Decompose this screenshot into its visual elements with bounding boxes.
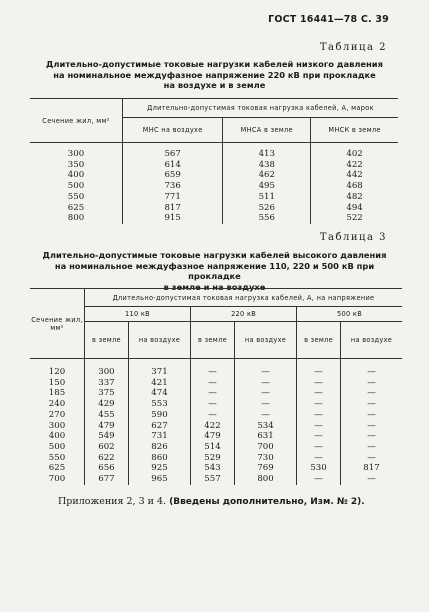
row-value: — [341, 474, 403, 485]
group-header: Длительно-допустимая токовая нагрузка кабелей, А, марок [123, 99, 399, 118]
sub-header: на воздухе [128, 322, 190, 359]
row-value: 769 [234, 463, 296, 474]
page-header: ГОСТ 16441—78 С. 39 [268, 14, 389, 25]
row-value: 659 [164, 170, 181, 181]
row-value: 300 [98, 367, 115, 377]
row-section: 625 [30, 203, 123, 214]
row-value: 494 [311, 203, 398, 214]
row-value: 730 [234, 453, 296, 464]
row-value: — [234, 378, 296, 389]
row-value: 553 [128, 399, 190, 410]
sub-header: на воздухе [234, 322, 296, 359]
row-section: 800 [30, 213, 123, 224]
row-value: — [297, 359, 341, 378]
table-row [30, 399, 402, 410]
row-value: — [191, 378, 235, 389]
row-value: 438 [223, 160, 311, 171]
row-value: 677 [98, 474, 115, 485]
row-value: 631 [234, 431, 296, 442]
table2-label: Таблица 2 [319, 42, 387, 53]
row-value: 422 [311, 160, 398, 171]
row-value: 817 [164, 202, 181, 213]
row-section: 400 [30, 170, 123, 181]
col-header: МНС на воздухе [123, 118, 223, 143]
row-value: — [341, 431, 403, 442]
row-value: 925 [128, 463, 190, 474]
table3-title: Длительно-допустимые токовые нагрузки кабелей высокого давления на номинальное междуфазное напряжение 110, 220 и 500 кВ при прокладке в земле и на воздухе [42, 250, 387, 292]
row-value: — [297, 431, 341, 442]
section-header: Сечение жил, мм² [30, 289, 85, 359]
row-value: — [341, 388, 403, 399]
sub-header: в земле [297, 322, 341, 359]
row-value: 817 [341, 463, 403, 474]
table2-body [30, 143, 398, 224]
table-row [30, 421, 402, 432]
row-value: — [234, 399, 296, 410]
row-value: 731 [128, 431, 190, 442]
table-row [30, 378, 402, 389]
row-value: 511 [223, 192, 311, 203]
row-value: 656 [98, 463, 115, 474]
table-row [30, 192, 398, 203]
row-value: 549 [98, 431, 115, 442]
row-value: — [297, 388, 341, 399]
row-section: 300 [30, 143, 123, 160]
table-row [30, 203, 398, 214]
row-value: — [234, 388, 296, 399]
row-value: 479 [191, 431, 235, 442]
row-value: 479 [98, 420, 115, 431]
table3 [30, 288, 402, 485]
row-value: 421 [128, 378, 190, 389]
row-value: — [191, 399, 235, 410]
row-value: 915 [164, 213, 181, 224]
voltage-header: 500 кВ [297, 307, 402, 322]
row-value: 567 [164, 149, 181, 159]
table-row [30, 160, 398, 171]
row-section: 240 [30, 399, 85, 410]
row-value: 590 [128, 410, 190, 421]
row-value: — [191, 359, 235, 378]
row-value: 522 [311, 213, 398, 224]
row-value: 413 [223, 143, 311, 160]
row-section: 550 [30, 192, 123, 203]
voltage-header: 220 кВ [191, 307, 297, 322]
row-value: — [341, 453, 403, 464]
row-value: 474 [128, 388, 190, 399]
sub-header: в земле [191, 322, 235, 359]
row-value: — [297, 399, 341, 410]
row-value: 526 [223, 203, 311, 214]
row-value: 556 [223, 213, 311, 224]
row-value: 622 [98, 452, 115, 463]
row-value: 771 [164, 191, 181, 202]
table-row [30, 431, 402, 442]
row-value: 736 [164, 181, 181, 192]
row-value: 700 [234, 442, 296, 453]
table-row [30, 442, 402, 453]
row-section: 120 [30, 359, 85, 378]
row-value: 495 [223, 181, 311, 192]
row-section: 500 [30, 442, 85, 453]
row-value: — [234, 359, 296, 378]
row-value: 514 [191, 442, 235, 453]
row-value: — [297, 474, 341, 485]
row-value: 442 [311, 170, 398, 181]
table-row [30, 170, 398, 181]
table2-title: Длительно-допустимые токовые нагрузки кабелей низкого давления на номинальное междуфазное напряжение 220 кВ при прокладке на воздухе и в земле [46, 59, 383, 90]
row-value: 402 [311, 143, 398, 160]
row-value: 826 [128, 442, 190, 453]
table3-label: Таблица 3 [319, 232, 387, 243]
table-row [30, 388, 402, 399]
row-value: — [191, 410, 235, 421]
row-value: 529 [191, 453, 235, 464]
row-section: 300 [30, 421, 85, 432]
row-value: 860 [128, 453, 190, 464]
row-value: — [297, 453, 341, 464]
table-row [30, 213, 398, 224]
row-section: 625 [30, 463, 85, 474]
row-value: — [297, 410, 341, 421]
row-value: 455 [98, 409, 115, 420]
table-row [30, 453, 402, 464]
row-section: 350 [30, 160, 123, 171]
row-value: 543 [191, 463, 235, 474]
row-value: 965 [128, 474, 190, 485]
table3-body [30, 359, 402, 485]
row-value: — [341, 359, 403, 378]
table-row [30, 463, 402, 474]
row-section: 185 [30, 388, 85, 399]
row-section: 550 [30, 453, 85, 464]
table-row [30, 359, 402, 378]
row-value: 371 [128, 359, 190, 378]
group-header: Длительно-допустимая токовая нагрузка кабелей, А, на напряжение [85, 289, 403, 307]
row-section: 270 [30, 410, 85, 421]
row-section: 500 [30, 181, 123, 192]
row-value: 530 [297, 463, 341, 474]
section-header: Сечение жил, мм² [30, 99, 123, 143]
row-value: 800 [234, 474, 296, 485]
row-value: 614 [164, 159, 181, 170]
footer-note: Приложения 2, 3 и 4. (Введены дополнительно, Изм. № 2). [58, 496, 365, 507]
voltage-header: 110 кВ [85, 307, 191, 322]
table2 [30, 98, 398, 224]
row-value: 482 [311, 192, 398, 203]
row-value: — [341, 421, 403, 432]
sub-header: на воздухе [341, 322, 403, 359]
row-section: 700 [30, 474, 85, 485]
row-section: 400 [30, 431, 85, 442]
row-value: — [297, 442, 341, 453]
row-value: 375 [98, 388, 115, 399]
table-row [30, 181, 398, 192]
row-value: 468 [311, 181, 398, 192]
row-value: — [341, 399, 403, 410]
row-value: 337 [98, 377, 115, 388]
row-value: 462 [223, 170, 311, 181]
row-value: 557 [191, 474, 235, 485]
table-row [30, 410, 402, 421]
row-value: — [341, 410, 403, 421]
row-section: 150 [30, 378, 85, 389]
row-value: — [341, 378, 403, 389]
table-row [30, 474, 402, 485]
row-value: 627 [128, 421, 190, 432]
row-value: — [234, 410, 296, 421]
row-value: — [297, 421, 341, 432]
row-value: 422 [191, 421, 235, 432]
row-value: 429 [98, 399, 115, 410]
sub-header: в земле [85, 322, 129, 359]
col-header: МНСК в земле [311, 118, 398, 143]
col-header: МНСА в земле [223, 118, 311, 143]
row-value: — [297, 378, 341, 389]
table-row [30, 143, 398, 160]
row-value: — [191, 388, 235, 399]
row-value: — [341, 442, 403, 453]
row-value: 534 [234, 421, 296, 432]
row-value: 602 [98, 441, 115, 452]
